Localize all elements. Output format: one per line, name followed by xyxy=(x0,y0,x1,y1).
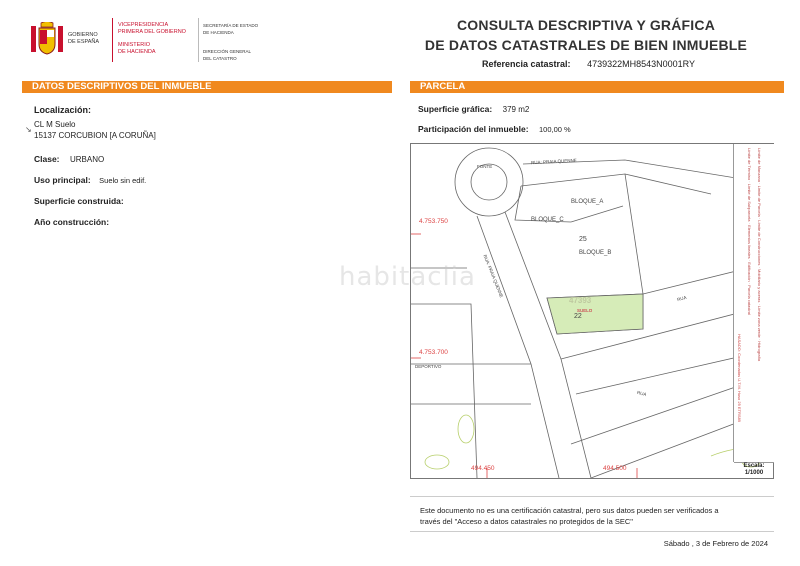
map-legend xyxy=(733,144,774,476)
map-label-street-left: RUA: PRAIA QUENNE xyxy=(482,254,505,299)
pen-mark-icon: ↘ xyxy=(25,125,32,134)
map-coord-x1: 494.450 xyxy=(471,465,495,472)
clase-value: URBANO xyxy=(69,155,105,164)
descriptive-data xyxy=(34,105,156,230)
map-coord-y1: 4.753.750 xyxy=(419,218,448,225)
legend-item-1: Límite de Manzana xyxy=(757,148,762,183)
legend-item-4: Mobiliario y aceras xyxy=(757,269,762,303)
min-line-1: MINISTERIO xyxy=(118,42,151,48)
vice-line-1: VICEPRESIDENCIA xyxy=(118,22,169,28)
government-header xyxy=(22,16,262,66)
scale-label: Escala: xyxy=(743,463,765,469)
dir-line-2: DEL CATASTRO xyxy=(203,56,237,61)
ref-value: 4739322MH8543N0001RY xyxy=(587,59,695,69)
left-section-title: DATOS DESCRIPTIVOS DEL INMUEBLE xyxy=(32,81,212,92)
loc-label: Localización: xyxy=(34,105,92,115)
map-label-street-right: RUA xyxy=(676,294,688,303)
left-section-bar xyxy=(22,81,392,93)
sec-line-1: SECRETARÍA DE ESTADO xyxy=(203,23,259,28)
legend-item2-2: Límite de Subparcela xyxy=(747,183,752,222)
document-title xyxy=(400,15,772,55)
document-date: Sábado , 3 de Febrero de 2024 xyxy=(663,539,768,548)
legend-item2-5: Parcela catastral xyxy=(747,285,752,315)
clase-label: Clase: xyxy=(34,154,60,164)
map-label-bloque-c: BLOQUE_C xyxy=(531,217,564,223)
ref-label: Referencia catastral: xyxy=(482,59,571,69)
map-parcel-sub: SUELO xyxy=(577,308,593,313)
superficie-label: Superficie construida: xyxy=(34,196,124,206)
participation-label: Participación del inmueble: xyxy=(418,124,529,134)
right-section-bar xyxy=(410,81,784,93)
dir-line-1: DIRECCIÓN GENERAL xyxy=(203,49,252,54)
legend-item-3: Límite de Construcciones xyxy=(757,220,762,266)
title-line-2: DE DATOS CATASTRALES DE BIEN INMUEBLE xyxy=(424,37,748,53)
gov-line-1: GOBIERNO xyxy=(68,32,98,38)
map-parcel-num: 22 xyxy=(574,313,582,320)
sup-graph-label: Superficie gráfica: xyxy=(418,104,493,114)
min-line-2: DE HACIENDA xyxy=(118,49,156,55)
loc-line-1: CL M Suelo xyxy=(34,120,76,129)
legend-item2-3: Elementos lineales xyxy=(747,225,752,259)
vice-line-2: PRIMERA DEL GOBIERNO xyxy=(118,29,186,35)
legend-item2-4: Edificación xyxy=(747,262,752,282)
title-line-1: CONSULTA DESCRIPTIVA Y GRÁFICA xyxy=(456,17,715,33)
map-label-bloque-b: BLOQUE_B xyxy=(579,250,612,256)
map-parcel-ref: 47393 xyxy=(569,296,592,305)
uso-label: Uso principal: xyxy=(34,175,91,185)
map-label-fonte: FONTE xyxy=(477,164,493,169)
sup-graph-value: 379 m2 xyxy=(502,105,530,114)
anio-label: Año construcción: xyxy=(34,217,110,227)
coat-of-arms-icon xyxy=(30,22,64,60)
disclaimer-box xyxy=(410,496,774,532)
scale-value: 1/1000 xyxy=(744,470,764,476)
legend-item2-1: Límite de Término xyxy=(747,148,752,181)
map-label-25: 25 xyxy=(579,236,587,243)
gov-line-2: DE ESPAÑA xyxy=(68,39,100,45)
map-label-street-bottom: RUA xyxy=(636,389,647,398)
map-label-bloque-a: BLOQUE_A xyxy=(571,199,604,205)
disclaimer-line-1: Este documento no es una certificación catastral, pero sus datos pueden ser verificados a xyxy=(420,506,719,515)
map-coord-x2: 494.500 xyxy=(603,465,627,472)
legend-item-6: Hidrografía xyxy=(757,341,762,362)
scale-box xyxy=(734,462,774,479)
cadastral-map xyxy=(339,143,774,479)
map-label-street-top: RUA: PRAIA QUENNE xyxy=(530,157,577,166)
legend-item-2: Límite de Parcela xyxy=(757,185,762,217)
watermark: habitaclia xyxy=(339,262,476,292)
legend-note: HASADO: Coordenadas U.T.M. Huso 29 ETRS89 xyxy=(737,334,742,423)
right-section-title: PARCELA xyxy=(420,81,466,92)
map-coord-y2: 4.753.700 xyxy=(419,349,448,356)
disclaimer-line-2: través del "Acceso a datos catastrales no protegidos de la SEC" xyxy=(420,517,633,526)
uso-value: Suelo sin edif. xyxy=(99,176,147,185)
map-label-deportivo: DEPORTIVO xyxy=(415,364,442,369)
legend-item-5: Límite zona verde xyxy=(757,305,762,338)
cadastral-reference xyxy=(482,59,695,69)
parcel-shape xyxy=(547,294,643,334)
legend-col-2: Límite de Término · Límite de Subparcela · Elementos lineales · Edificación · Parcela catastral xyxy=(747,148,752,315)
participation-value: 100,00 % xyxy=(538,125,571,134)
legend-col-1: Límite de Manzana · Límite de Parcela · Límite de Construcciones · Mobiliario y aceras · Límite zona verde · Hidrografía xyxy=(757,148,762,362)
sec-line-2: DE HACIENDA xyxy=(203,30,234,35)
loc-line-2: 15137 CORCUBION [A CORUÑA] xyxy=(34,131,156,140)
